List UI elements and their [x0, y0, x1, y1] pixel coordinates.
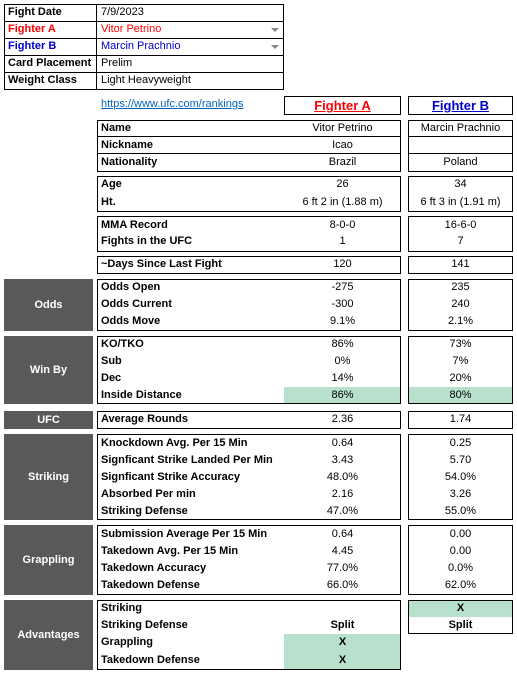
fighter-a-column-title: Fighter A [314, 98, 371, 113]
age-b: 34 [454, 178, 467, 190]
fight-date-label: Fight Date [8, 6, 62, 18]
height-label: Ht. [101, 196, 116, 208]
striking-defense-b: 55.0% [444, 505, 477, 517]
rankings-link[interactable]: https://www.ufc.com/rankings [101, 98, 244, 110]
submission-avg-a: 0.64 [331, 528, 354, 540]
age-a: 26 [336, 178, 349, 190]
adv-grappling-label: Grappling [101, 636, 153, 648]
absorbed-b: 3.26 [449, 488, 472, 500]
name-label: Name [101, 122, 131, 134]
average-rounds-label: Average Rounds [101, 413, 189, 425]
fighter-b-column-title: Fighter B [431, 98, 490, 113]
fight-date-value[interactable]: 7/9/2023 [101, 6, 144, 18]
sub-label: Sub [101, 355, 122, 367]
name-a: Vitor Petrino [312, 122, 373, 134]
fighter-b-dropdown[interactable] [262, 38, 284, 55]
nickname-a: Icao [332, 139, 353, 151]
submission-avg-b: 0.00 [449, 528, 472, 540]
odds-section-title: Odds [34, 299, 63, 311]
takedown-avg-a: 4.45 [331, 545, 354, 557]
inside-distance-label: Inside Distance [101, 389, 182, 401]
mma-record-label: MMA Record [101, 219, 168, 231]
odds-move-label: Odds Move [101, 315, 161, 327]
advantages-section-header [4, 600, 93, 670]
odds-current-b: 240 [451, 298, 470, 310]
odds-current-a: -300 [331, 298, 354, 310]
adv-grappling-a: X [338, 636, 347, 648]
ko-a: 86% [331, 338, 354, 350]
odds-move-a: 9.1% [329, 315, 356, 327]
takedown-defense-label: Takedown Defense [101, 579, 200, 591]
takedown-avg-label: Takedown Avg. Per 15 Min [101, 545, 239, 557]
odds-move-b: 2.1% [447, 315, 474, 327]
takedown-defense-a: 66.0% [326, 579, 359, 591]
chevron-down-icon [271, 45, 279, 49]
advantages-section-title: Advantages [17, 629, 80, 641]
knockdown-b: 0.25 [449, 437, 472, 449]
dec-b: 20% [449, 372, 472, 384]
takedown-defense-b: 62.0% [444, 579, 477, 591]
name-b: Marcin Prachnio [420, 122, 501, 134]
ufc-fights-label: Fights in the UFC [101, 235, 193, 247]
average-rounds-a: 2.36 [331, 413, 354, 425]
mma-record-b: 16-6-0 [444, 219, 477, 231]
winby-section-title: Win By [29, 364, 68, 376]
sub-a: 0% [334, 355, 351, 367]
odds-open-a: -275 [331, 281, 354, 293]
ufc-fights-a: 1 [339, 235, 346, 247]
fighter-b-label: Fighter B [8, 40, 57, 52]
weight-class-label: Weight Class [8, 74, 77, 86]
absorbed-label: Absorbed Per min [101, 488, 196, 500]
fighter-a-label: Fighter A [8, 23, 56, 35]
mma-record-a: 8-0-0 [329, 219, 356, 231]
adv-striking-defense-label: Striking Defense [101, 619, 188, 631]
striking-defense-a: 47.0% [326, 505, 359, 517]
card-placement-label: Card Placement [8, 57, 92, 69]
knockdown-label: Knockdown Avg. Per 15 Min [101, 437, 248, 449]
striking-section-header [4, 434, 93, 520]
days-label: ~Days Since Last Fight [101, 258, 222, 270]
dec-a: 14% [331, 372, 354, 384]
ufc-fights-b: 7 [457, 235, 464, 247]
sig-strike-accuracy-label: Signficant Strike Accuracy [101, 471, 240, 483]
fighter-a-dropdown[interactable] [262, 21, 284, 38]
nickname-label: Nickname [101, 139, 153, 151]
striking-defense-label: Striking Defense [101, 505, 188, 517]
takedown-accuracy-label: Takedown Accuracy [101, 562, 207, 574]
fighter-b-select[interactable]: Marcin Prachnio [101, 40, 181, 52]
dec-label: Dec [101, 372, 122, 384]
adv-striking-defense-b: Split [448, 619, 473, 631]
ufc-section-title: UFC [37, 414, 60, 426]
sig-strike-accuracy-b: 54.0% [444, 471, 477, 483]
inside-distance-a: 86% [331, 389, 354, 401]
row-line [408, 137, 513, 154]
takedown-avg-b: 0.00 [449, 545, 472, 557]
odds-current-label: Odds Current [101, 298, 172, 310]
height-b: 6 ft 3 in (1.91 m) [420, 196, 501, 208]
nationality-label: Nationality [101, 156, 158, 168]
ko-label: KO/TKO [101, 338, 144, 350]
adv-striking-defense-a: Split [330, 619, 355, 631]
grappling-section-header [4, 525, 93, 595]
chevron-down-icon [271, 28, 279, 32]
average-rounds-b: 1.74 [449, 413, 472, 425]
takedown-accuracy-a: 77.0% [326, 562, 359, 574]
weight-class-value[interactable]: Light Heavyweight [101, 74, 191, 86]
days-a: 120 [333, 258, 352, 270]
days-b: 141 [451, 258, 470, 270]
knockdown-a: 0.64 [331, 437, 354, 449]
age-label: Age [101, 178, 122, 190]
fighter-a-select[interactable]: Vitor Petrino [101, 23, 162, 35]
card-placement-value[interactable]: Prelim [101, 57, 133, 69]
info-divider [96, 4, 97, 90]
sig-strikes-landed-label: Signficant Strike Landed Per Min [101, 454, 273, 466]
absorbed-a: 2.16 [331, 488, 354, 500]
adv-takedown-defense-label: Takedown Defense [101, 654, 200, 666]
sig-strikes-landed-b: 5.70 [449, 454, 472, 466]
sig-strike-accuracy-a: 48.0% [326, 471, 359, 483]
nationality-a: Brazil [328, 156, 357, 168]
adv-striking-b: X [456, 602, 465, 614]
adv-striking-label: Striking [101, 602, 142, 614]
grappling-section-title: Grappling [22, 554, 75, 566]
odds-open-b: 235 [451, 281, 470, 293]
takedown-accuracy-b: 0.0% [447, 562, 474, 574]
winby-section-header [4, 336, 93, 404]
ko-b: 73% [449, 338, 472, 350]
inside-distance-b: 80% [449, 389, 472, 401]
height-a: 6 ft 2 in (1.88 m) [302, 196, 383, 208]
ufc-section-header [4, 411, 93, 429]
submission-avg-label: Submission Average Per 15 Min [101, 528, 268, 540]
sub-b: 7% [452, 355, 469, 367]
sig-strikes-landed-a: 3.43 [331, 454, 354, 466]
nationality-b: Poland [443, 156, 478, 168]
odds-section-header [4, 279, 93, 331]
odds-open-label: Odds Open [101, 281, 161, 293]
adv-takedown-defense-a: X [338, 654, 347, 666]
striking-section-title: Striking [28, 471, 69, 483]
